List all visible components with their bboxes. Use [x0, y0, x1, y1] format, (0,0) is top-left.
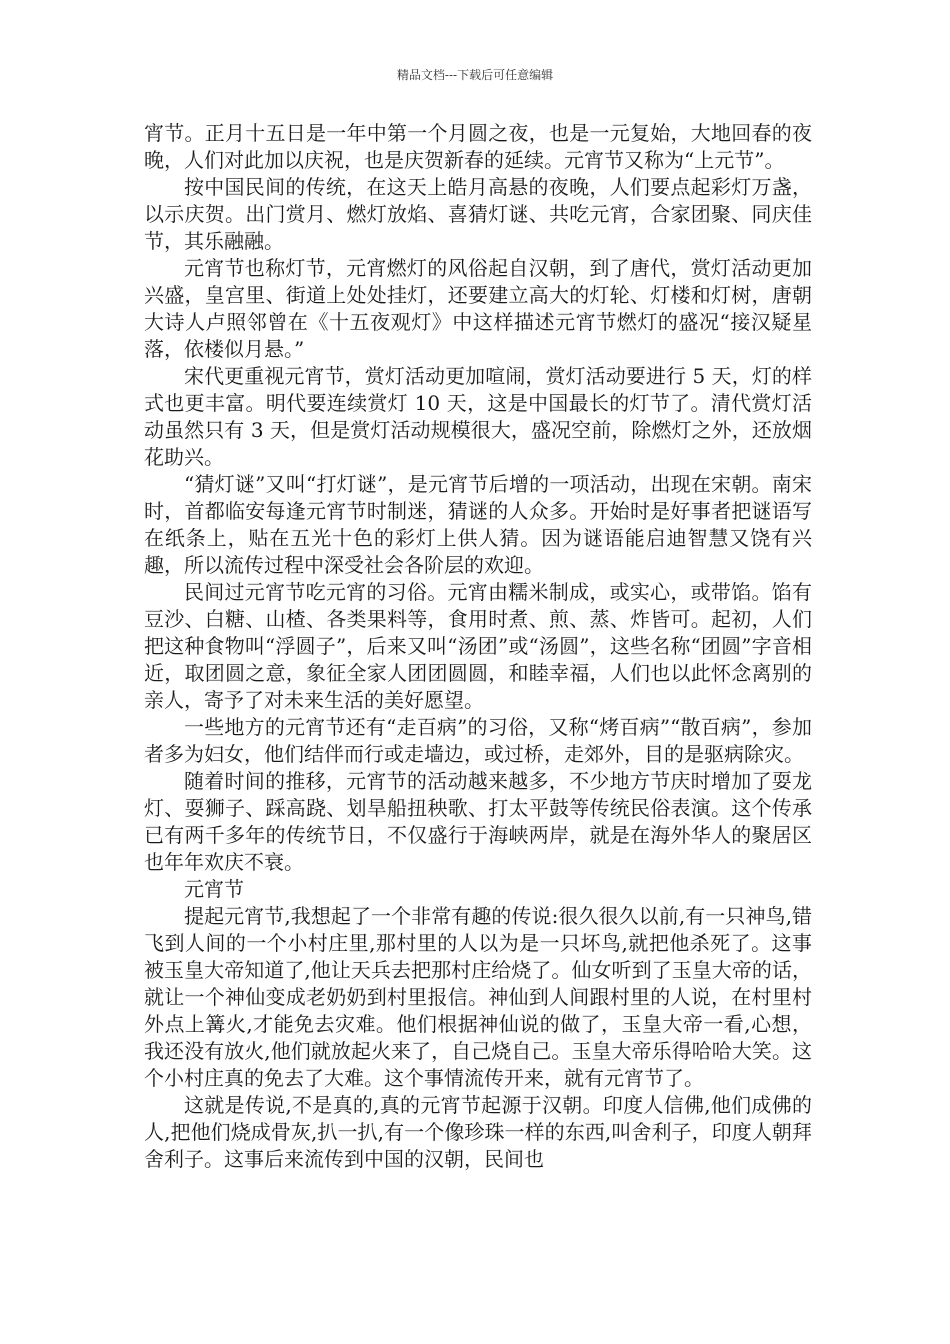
document-body [144, 120, 812, 1173]
paragraph-8: 随着时间的推移，元宵节的活动越来越多，不少地方节庆时增加了耍龙灯、耍狮子、踩高跷、划旱船扭秧歌、打太平鼓等传统民俗表演。这个传承已有两千多年的传统节日，不仅盛行于海峡两岸，就是在海外华人的聚居区也年年欢庆不衰。 [144, 769, 812, 874]
paragraph-1: 宵节。正月十五日是一年中第一个月圆之夜，也是一元复始，大地回春的夜晚，人们对此加以庆祝，也是庆贺新春的延续。元宵节又称为“上元节”。 [144, 121, 812, 172]
paragraph-4: 宋代更重视元宵节，赏灯活动更加喧闹，赏灯活动要进行 5 天，灯的样式也更丰富。明代要连续赏灯 10 天，这是中国最长的灯节了。清代赏灯活动虽然只有 3 天，但是赏灯活动规模很大，盛况空前，除燃灯之外，还放烟花助兴。 [144, 364, 812, 469]
paragraph-7: 一些地方的元宵节还有“走百病”的习俗，又称“烤百病”“散百病”，参加者多为妇女，他们结伴而行或走墙边，或过桥，走郊外，目的是驱病除灾。 [144, 715, 812, 766]
page-header-note: 精品文档---下载后可任意编辑 [396, 68, 554, 82]
paragraph-9: 提起元宵节,我想起了一个非常有趣的传说:很久很久以前,有一只神鸟,错飞到人间的一个小村庄里,那村里的人以为是一只坏鸟,就把他杀死了。这事被玉皇大帝知道了,他让天兵去把那村庄给烧了。仙女听到了玉皇大帝的话，就让一个神仙变成老奶奶到村里报信。神仙到人间跟村里的人说，在村里村外点上篝火,才能免去灾难。他们根据神仙说的做了，玉皇大帝一看,心想，我还没有放火,他们就放起火来了，自己烧自己。玉皇大帝乐得哈哈大笑。这个小村庄真的免去了大难。这个事情流传开来，就有元宵节了。 [144, 904, 812, 1090]
paragraph-6: 民间过元宵节吃元宵的习俗。元宵由糯米制成，或实心，或带馅。馅有豆沙、白糖、山楂、各类果料等，食用时煮、煎、蒸、炸皆可。起初，人们把这种食物叫“浮圆子”，后来又叫“汤团”或“汤圆”，这些名称“团圆”字音相近，取团圆之意，象征全家人团团圆圆，和睦幸福，人们也以此怀念离别的亲人，寄予了对未来生活的美好愿望。 [144, 580, 812, 712]
paragraph-10: 这就是传说,不是真的,真的元宵节起源于汉朝。印度人信佛,他们成佛的人,把他们烧成骨灰,扒一扒,有一个像珍珠一样的东西,叫舍利子，印度人朝拜舍利子。这事后来流传到中国的汉朝，民间也 [144, 1093, 812, 1171]
paragraph-2: 按中国民间的传统，在这天上皓月高悬的夜晚，人们要点起彩灯万盏，以示庆贺。出门赏月、燃灯放焰、喜猜灯谜、共吃元宵，合家团聚、同庆佳节，其乐融融。 [144, 175, 812, 253]
paragraph-3: 元宵节也称灯节，元宵燃灯的风俗起自汉朝，到了唐代，赏灯活动更加兴盛，皇宫里、街道上处处挂灯，还要建立高大的灯轮、灯楼和灯树，唐朝大诗人卢照邻曾在《十五夜观灯》中这样描述元宵节燃灯的盛况“接汉疑星落，依楼似月悬。” [144, 256, 812, 361]
paragraph-5: “猜灯谜”又叫“打灯谜”，是元宵节后增的一项活动，出现在宋朝。南宋时，首都临安每逢元宵节时制迷，猜谜的人众多。开始时是好事者把谜语写在纸条上，贴在五光十色的彩灯上供人猜。因为谜语能启迪智慧又饶有兴趣，所以流传过程中深受社会各阶层的欢迎。 [144, 472, 812, 577]
section-heading: 元宵节 [184, 877, 244, 901]
